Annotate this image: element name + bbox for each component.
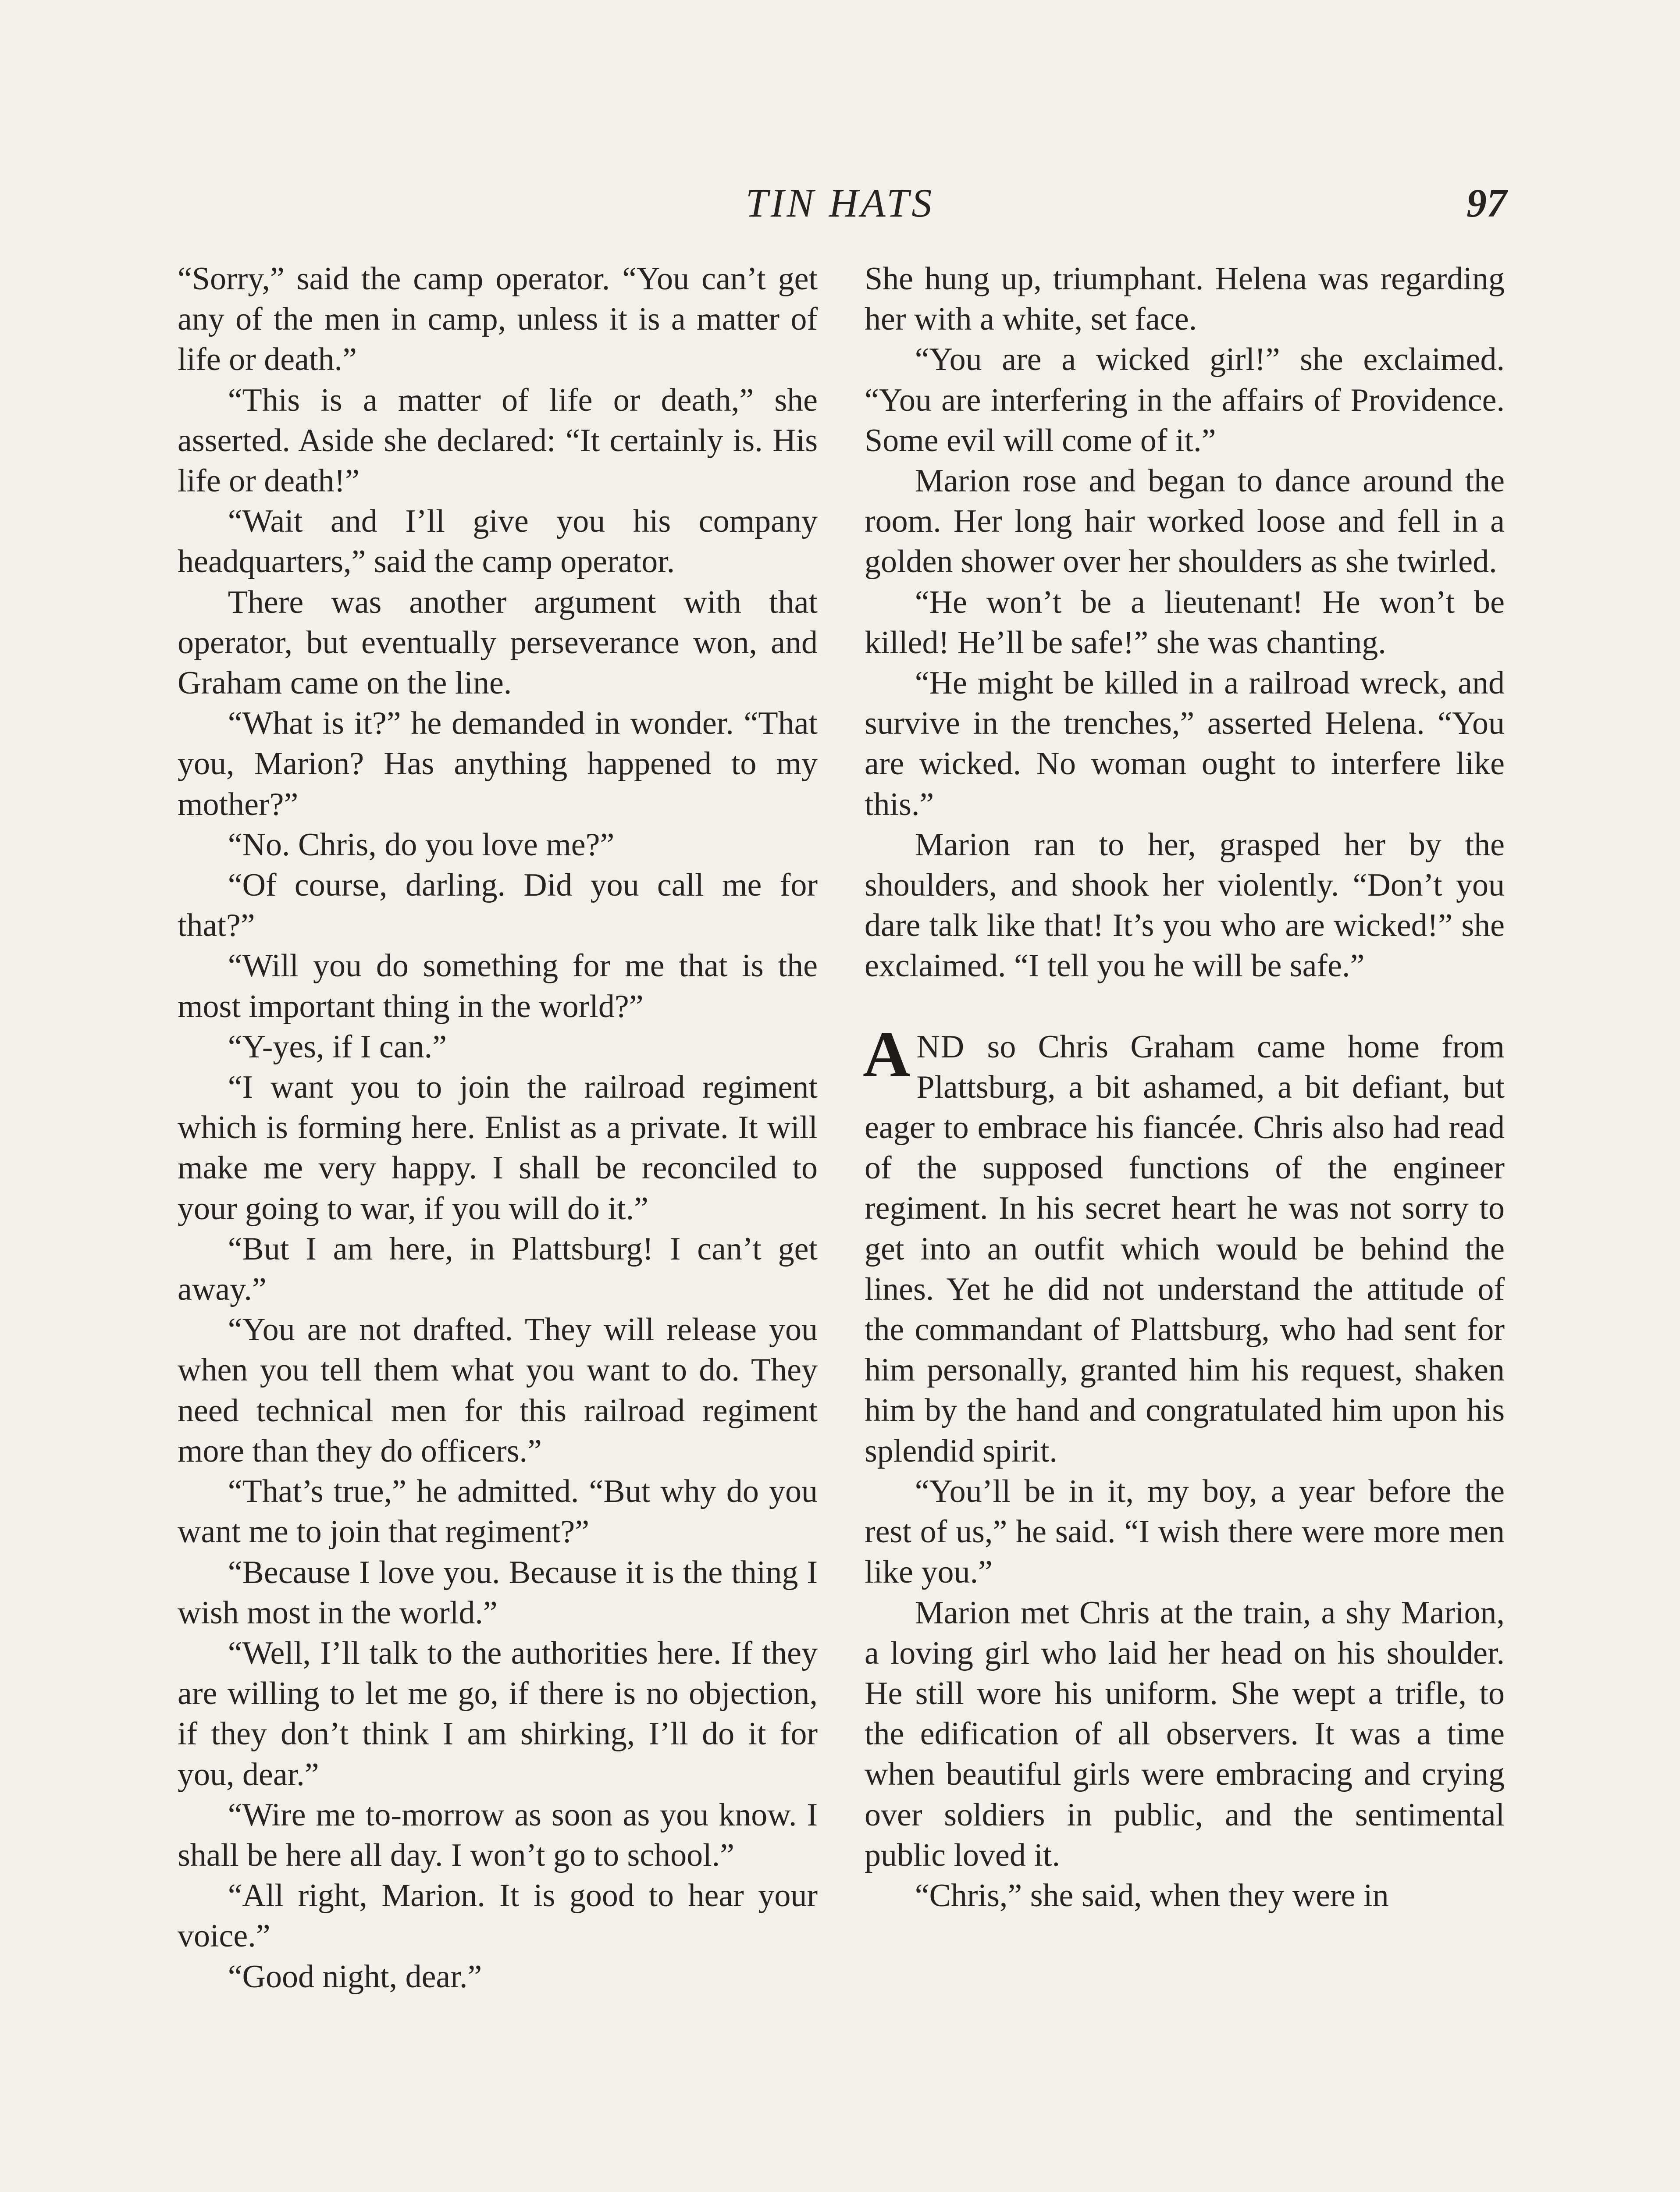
paragraph: “He won’t be a lieutenant! He won’t be killed! He’ll be safe!” she was chanting. — [865, 584, 1505, 661]
paragraph: “Because I love you. Because it is the thing I wish most in the world.” — [178, 1554, 818, 1631]
paragraph: “You are not drafted. They will release you when you tell them what you want to do. They need technical men for this railroad regiment more than they do officers.” — [178, 1312, 818, 1469]
paragraph: “Will you do something for me that is the most important thing in the world?” — [178, 948, 818, 1025]
paragraph: “But I am here, in Plattsburg! I can’t get away.” — [178, 1231, 818, 1308]
paragraph: “Well, I’ll talk to the authorities here. If they are willing to let me go, if there is no objection, if they don’t think I am shirking, I’ll do it for you, dear.” — [178, 1635, 818, 1793]
left-text-column — [178, 259, 818, 1997]
paragraph: “He might be killed in a railroad wreck, and survive in the trenches,” asserted Helena. “You are wicked. No woman ought to interfere like this.” — [865, 665, 1505, 822]
section-opening-paragraph — [863, 1018, 1505, 1471]
paragraph: “No. Chris, do you love me?” — [228, 826, 615, 863]
paragraph: There was another argument with that operator, but eventually perseverance won, and Graham came on the line. — [178, 584, 818, 701]
paragraph: “All right, Marion. It is good to hear your voice.” — [178, 1878, 818, 1954]
section-opening-text: so Chris Graham came home from Plattsburg, a bit ashamed, a bit defiant, but eager to embrace his fiancée. Chris also had read of the supposed functions of the engineer regiment. In his secret heart he was not sorry to get into an outfit which would be behind the lines. Yet he did not understand the attitude of the commandant of Plattsburg, who had sent for him personally, granted him his request, shaken him by the hand and congratulated him upon his splendid spirit. — [865, 1028, 1505, 1469]
paragraph: “This is a matter of life or death,” she asserted. Aside she declared: “It certainly is. His life or death!” — [178, 382, 818, 499]
paragraph: “Sorry,” said the camp operator. “You can’t get any of the men in camp, unless it is a matter of life or death.” — [178, 261, 818, 378]
paragraph: “You’ll be in it, my boy, a year before the rest of us,” he said. “I wish there were more men like you.” — [865, 1473, 1505, 1591]
drop-cap: A — [863, 1018, 911, 1091]
paragraph: She hung up, triumphant. Helena was regarding her with a white, set face. — [865, 261, 1505, 338]
paragraph: “That’s true,” he admitted. “But why do you want me to join that regiment?” — [178, 1473, 818, 1550]
paragraph: “Wire me to-morrow as soon as you know. I shall be here all day. I won’t go to school.” — [178, 1797, 818, 1873]
paragraph: Marion met Chris at the train, a shy Marion, a loving girl who laid her head on his shoulder. He still wore his uniform. She wept a trifle, to the edification of all observers. It was a time when beautiful girls were embracing and crying over soldiers in public, and the sentimental public loved it. — [865, 1594, 1505, 1873]
paragraph: “Wait and I’ll give you his company headquarters,” said the camp operator. — [178, 503, 818, 580]
right-text-column — [865, 259, 1505, 1916]
paragraph: “Of course, darling. Did you call me for that?” — [178, 867, 818, 944]
page-number: 97 — [1466, 181, 1507, 225]
paragraph: “You are a wicked girl!” she exclaimed. “You are interfering in the affairs of Providence. Some evil will come of it.” — [865, 342, 1505, 459]
running-title: TIN HATS — [745, 181, 935, 225]
paragraph: “Good night, dear.” — [228, 1958, 482, 1995]
paragraph: “Chris,” she said, when they were in — [915, 1877, 1389, 1914]
lead-caps: ND — [916, 1028, 965, 1065]
paragraph: “Y-yes, if I can.” — [228, 1028, 447, 1065]
paragraph: Marion rose and began to dance around the room. Her long hair worked loose and fell in a golden shower over her shoulders as she twirled. — [865, 463, 1505, 580]
paragraph: “I want you to join the railroad regiment which is forming here. Enlist as a private. It will make me very happy. I shall be reconciled to your going to war, if you will do it.” — [178, 1069, 818, 1227]
paragraph: “What is it?” he demanded in wonder. “That you, Marion? Has anything happened to my mother?” — [178, 705, 818, 822]
paragraph: Marion ran to her, grasped her by the shoulders, and shook her violently. “Don’t you dare talk like that! It’s you who are wicked!” she exclaimed. “I tell you he will be safe.” — [865, 826, 1505, 984]
